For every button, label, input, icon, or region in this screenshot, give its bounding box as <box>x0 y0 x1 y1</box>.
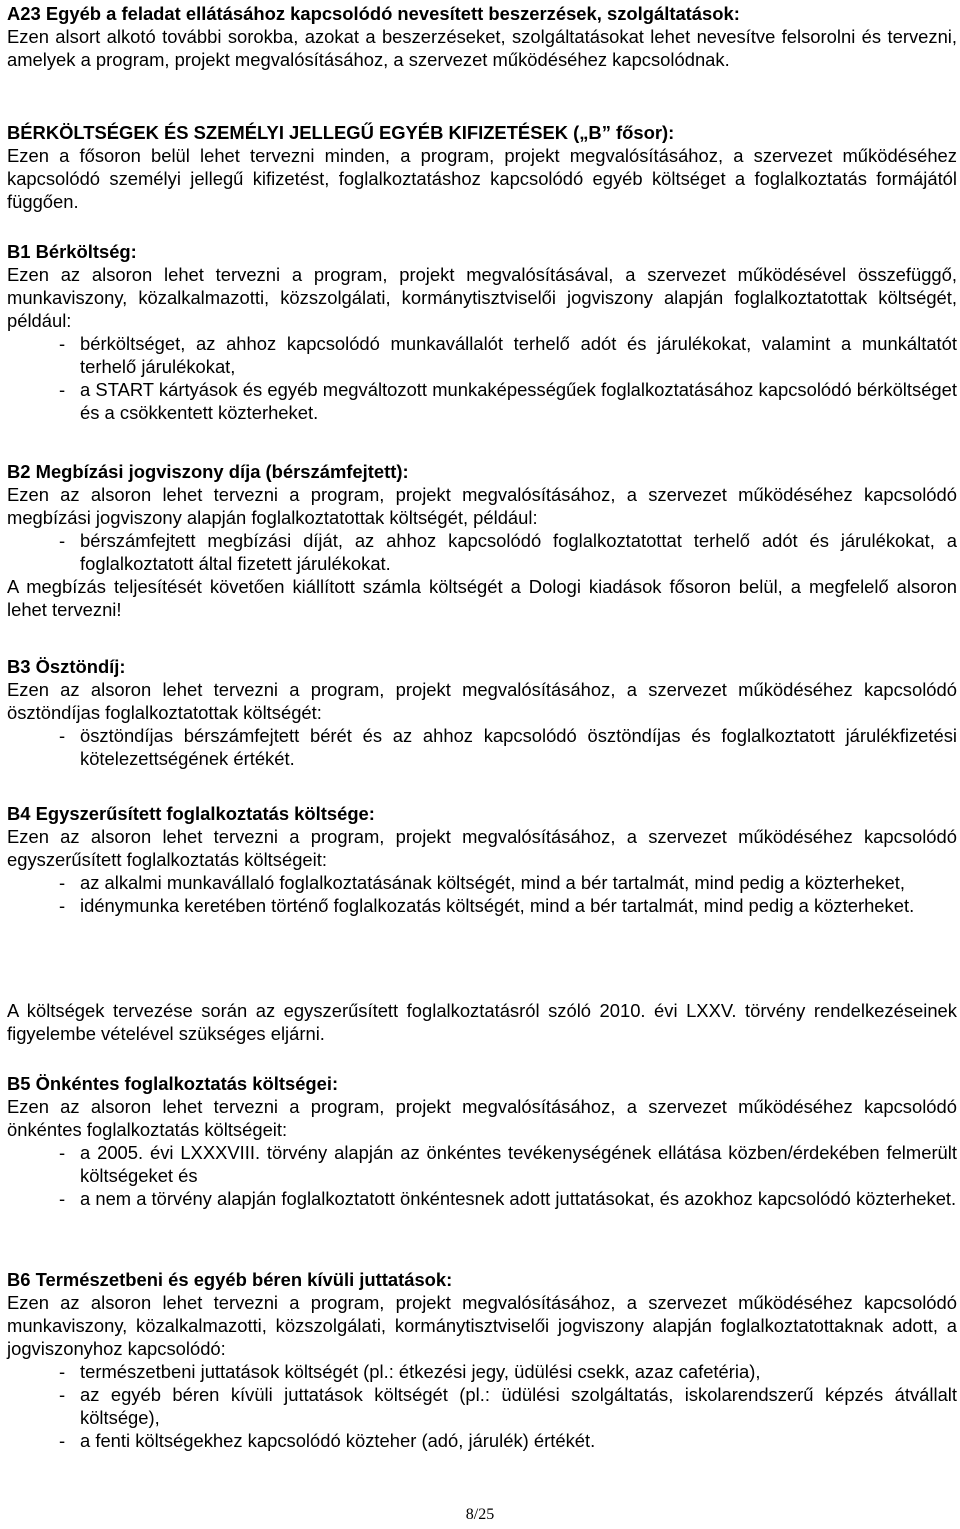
section-a23 <box>7 2 957 71</box>
list-dash: - <box>59 1142 66 1163</box>
list-item: - bérszámfejtett megbízási díját, az ahhoz kapcsolódó foglalkoztatottat terhelő adót és járulékokat, a foglalkoztatott által fizetett járulékokat. <box>59 530 957 574</box>
list-item: - az egyéb béren kívüli juttatások költségét (pl.: üdülési szolgáltatás, iskolarendszerű képzés átvállalt költsége), <box>59 1384 957 1428</box>
section-text: Ezen az alsoron lehet tervezni a program, projekt megvalósításához, a szervezet működéséhez kapcsolódó megbízási jogviszony alapján foglalkoztatottak költségét, például: <box>7 484 957 528</box>
list-dash: - <box>59 872 66 893</box>
list-dash: - <box>59 725 66 746</box>
list-item: - ösztöndíjas bérszámfejtett bérét és az ahhoz kapcsolódó ösztöndíjas és foglalkoztatott járulékfizetési kötelezettségének értékét. <box>59 725 957 769</box>
section-heading: B2 Megbízási jogviszony díja (bérszámfejtett): <box>7 461 409 482</box>
list-dash: - <box>59 895 66 916</box>
section-text: Ezen az alsoron lehet tervezni a program, projekt megvalósításához, a szervezet működéséhez kapcsolódó ösztöndíjas foglalkoztatottak költségét: <box>7 679 957 723</box>
list-item: - természetbeni juttatások költségét (pl.: étkezési jegy, üdülési csekk, azaz cafetéria), <box>59 1361 761 1382</box>
list-item: - az alkalmi munkavállaló foglalkoztatásának költségét, mind a bér tartalmát, mind pedig a közterheket, <box>59 872 905 893</box>
list-dash: - <box>59 1430 66 1451</box>
section-b3 <box>7 655 957 770</box>
section-heading: BÉRKÖLTSÉGEK ÉS SZEMÉLYI JELLEGŰ EGYÉB KIFIZETÉSEK („B” fősor): <box>7 122 675 143</box>
section-b <box>7 121 957 213</box>
section-heading: B1 Bérköltség: <box>7 241 137 262</box>
section-note: A megbízás teljesítését követően kiállított számla költségét a Dologi kiadások fősoron belül, a megfelelő alsoron lehet tervezni! <box>7 576 957 620</box>
list-item: - a START kártyások és egyéb megváltozott munkaképességűek foglalkoztatásához kapcsolódó bérköltséget és a csökkentett közterheket. <box>59 379 957 423</box>
list-item: - bérköltséget, az ahhoz kapcsolódó munkavállalót terhelő adót és járulékokat, valamint a munkáltatót terhelő járulékokat, <box>59 333 957 377</box>
section-b4 <box>7 802 957 917</box>
section-heading: B4 Egyszerűsített foglalkoztatás költsége: <box>7 803 375 824</box>
section-heading: B6 Természetbeni és egyéb béren kívüli juttatások: <box>7 1269 453 1290</box>
section-heading: B5 Önkéntes foglalkoztatás költségei: <box>7 1073 339 1094</box>
list-dash: - <box>59 530 66 551</box>
section-heading: B3 Ösztöndíj: <box>7 656 126 677</box>
section-heading: A23 Egyéb a feladat ellátásához kapcsolódó nevesített beszerzések, szolgáltatások: <box>7 3 740 24</box>
section-b1 <box>7 240 957 424</box>
section-text: Ezen a fősoron belül lehet tervezni minden, a program, projekt megvalósításához, a szervezet működéséhez kapcsolódó személyi jellegű kifizetést, foglalkoztatáshoz kapcsolódó egyéb költséget a foglalkoztatás formájától függően. <box>7 145 957 212</box>
list-item: - a fenti költségekhez kapcsolódó közteher (adó, járulék) értékét. <box>59 1430 596 1451</box>
section-text: Ezen alsort alkotó további sorokba, azokat a beszerzéseket, szolgáltatásokat lehet nevesítve felsorolni és tervezni, amelyek a program, projekt megvalósításához, a szervezet működéséhez kapcsolódnak. <box>7 26 957 70</box>
list-item: - a nem a törvény alapján foglalkoztatott önkéntesnek adott juttatásokat, és azokhoz kapcsolódó közterheket. <box>59 1188 957 1209</box>
list-item: - idénymunka keretében történő foglalkozatás költségét, mind a bér tartalmát, mind pedig a közterheket. <box>59 895 915 916</box>
section-text: Ezen az alsoron lehet tervezni a program, projekt megvalósításához, a szervezet működéséhez kapcsolódó munkaviszony, közalkalmazotti, közszolgálati, kormánytisztviselői jogviszony alapján foglalkoztatottaknak adott, a jogviszonyhoz kapcsolódó: <box>7 1292 957 1359</box>
section-text: Ezen az alsoron lehet tervezni a program, projekt megvalósításával, a szervezet működésével összefüggő, munkaviszony, közalkalmazotti, közszolgálati, kormánytisztviselői jogviszony alapján foglalkoztatottak költségét, például: <box>7 264 957 331</box>
list-item: - a 2005. évi LXXXVIII. törvény alapján az önkéntes tevékenységének ellátása közben/érdekében felmerült költségeket és <box>59 1142 957 1186</box>
page-number: 8/25 <box>465 1506 495 1523</box>
section-b5 <box>7 1072 957 1210</box>
section-b6 <box>7 1268 957 1452</box>
section-text: Ezen az alsoron lehet tervezni a program, projekt megvalósításához, a szervezet működéséhez kapcsolódó egyszerűsített foglalkoztatás költségeit: <box>7 826 957 870</box>
list-dash: - <box>59 333 66 354</box>
list-dash: - <box>59 1384 66 1405</box>
section-text: Ezen az alsoron lehet tervezni a program, projekt megvalósításához, a szervezet működéséhez kapcsolódó önkéntes foglalkoztatás költségeit: <box>7 1096 957 1140</box>
section-b4-note <box>7 999 957 1045</box>
section-note: A költségek tervezése során az egyszerűsített foglalkoztatásról szóló 2010. évi LXXV. törvény rendelkezéseinek figyelembe vételével szükséges eljárni. <box>7 1000 957 1044</box>
list-dash: - <box>59 1361 66 1382</box>
list-dash: - <box>59 1188 66 1209</box>
list-dash: - <box>59 379 66 400</box>
section-b2 <box>7 460 957 621</box>
